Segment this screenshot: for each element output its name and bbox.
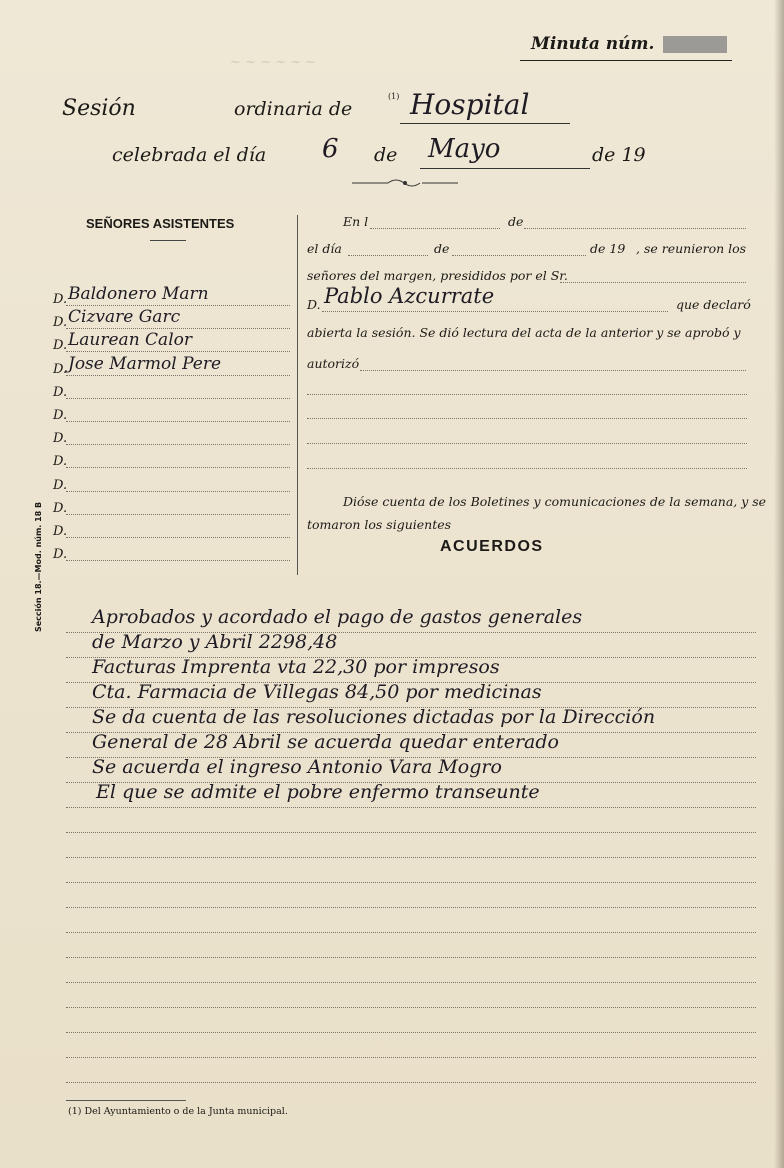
- month-value: Mayo: [428, 134, 501, 164]
- asistente-prefix: D.: [53, 384, 68, 400]
- diose-label: Dióse cuenta de los Boletines y comunicaciones de la semana, y se: [343, 494, 767, 509]
- day-value: 6: [322, 134, 339, 164]
- acuerdos-rule: [66, 1082, 756, 1083]
- asistente-prefix: D.: [53, 292, 68, 307]
- asistente-rule: [66, 375, 290, 376]
- presidente-prefix: D.: [307, 297, 321, 312]
- asistente-prefix: D.: [53, 338, 68, 354]
- asistente-prefix: D.: [53, 454, 68, 470]
- asistentes-heading: SEÑORES ASISTENTES: [86, 216, 235, 231]
- footnote-rule: [66, 1100, 186, 1101]
- abierta-label: abierta la sesión. Se dió lectura del acta de la anterior y se aprobó y: [307, 325, 741, 340]
- blank-rule-1: [307, 394, 747, 395]
- asistente-name: Baldonero Marn: [68, 284, 209, 304]
- asistente-prefix: D.: [53, 547, 68, 563]
- acuerdos-rule: [66, 857, 756, 858]
- asistente-prefix: D.: [53, 524, 68, 539]
- de2-rule: [452, 255, 586, 256]
- acuerdos-rule: [66, 907, 756, 908]
- acuerdos-rule: [66, 1057, 756, 1058]
- autorizo-rule: [360, 370, 746, 371]
- acuerdos-rule: [66, 832, 756, 833]
- en-rule: [370, 228, 500, 229]
- blank-rule-4: [307, 468, 747, 469]
- senores-rule: [560, 282, 746, 283]
- asistente-prefix: D.: [53, 477, 68, 493]
- de-rule: [524, 228, 746, 229]
- asistente-name: Cizvare Garc: [68, 307, 181, 328]
- asistente-prefix: D.: [53, 315, 68, 331]
- ordinaria-underline: [400, 123, 570, 124]
- section-side-label: Sección 18.—Mod. núm. 18 B: [34, 501, 43, 632]
- de-label: de: [508, 214, 524, 229]
- month-underline: [420, 168, 590, 169]
- minuta-number-redacted: [663, 36, 727, 53]
- footnote-text: (1) Del Ayuntamiento o de la Junta municipal.: [68, 1106, 288, 1117]
- asistente-rule: [66, 491, 290, 492]
- asistente-prefix: D.: [53, 408, 68, 423]
- asistente-name: Laurean Calor: [68, 330, 192, 351]
- acuerdo-line: Facturas Imprenta vta 22,30 por impresos: [92, 656, 500, 678]
- column-divider: [297, 215, 298, 575]
- acuerdo-line: General de 28 Abril se acuerda quedar enterado: [92, 731, 559, 753]
- asistente-prefix: D.: [53, 431, 68, 447]
- asistente-rule: [66, 305, 290, 306]
- en-label: En l: [343, 214, 369, 229]
- acuerdos-rule: [66, 882, 756, 883]
- tomaron-label: tomaron los siguientes: [307, 517, 452, 532]
- minuta-label: Minuta núm.: [531, 34, 655, 54]
- asistente-prefix: D.: [53, 361, 68, 377]
- asistente-rule: [66, 351, 290, 352]
- se-reunieron-label: , se reunieron los: [636, 241, 747, 256]
- blank-rule-3: [307, 443, 747, 444]
- acuerdos-rule: [66, 1007, 756, 1008]
- year-prefix: de 19: [592, 144, 646, 166]
- bleed-through-text: ~ ~ ~ ~ ~ ~: [230, 55, 317, 70]
- senores-margen-label: señores del margen, presididos por el Sr.: [307, 268, 568, 283]
- el-dia-rule: [348, 255, 428, 256]
- acuerdo-line: Cta. Farmacia de Villegas 84,50 por medicinas: [92, 681, 542, 703]
- presidente-rule: [322, 311, 668, 312]
- heading-underline: [150, 240, 186, 241]
- acuerdo-line: El que se admite el pobre enfermo transeunte: [96, 781, 540, 803]
- asistente-rule: [66, 444, 290, 445]
- el-dia-label: el día: [307, 241, 342, 256]
- acuerdos-rule: [66, 807, 756, 808]
- celebrada-label: celebrada el día: [112, 144, 267, 166]
- asistente-rule: [66, 328, 290, 329]
- acuerdo-line: Se da cuenta de las resoluciones dictadas por la Dirección: [92, 706, 656, 728]
- page-edge-shadow: [774, 0, 784, 1168]
- ordinaria-label: ordinaria de: [234, 98, 353, 120]
- acuerdos-rule: [66, 932, 756, 933]
- asistente-rule: [66, 398, 290, 399]
- asistente-prefix: D.: [53, 500, 68, 516]
- autorizo-label: autorizó: [307, 356, 360, 371]
- declaro-label: que declaró: [676, 297, 751, 312]
- ornament-divider: [350, 178, 460, 188]
- de2-label: de: [434, 241, 450, 256]
- acuerdo-line: de Marzo y Abril 2298,48: [92, 631, 338, 653]
- acuerdos-heading: ACUERDOS: [440, 538, 544, 555]
- asistente-name: Jose Marmol Pere: [68, 353, 222, 374]
- acuerdos-rule: [66, 957, 756, 958]
- de19-label: de 19: [590, 241, 626, 256]
- asistente-rule: [66, 514, 290, 515]
- de-label: de: [374, 144, 398, 166]
- sesion-label: Sesión: [62, 96, 136, 121]
- asistente-rule: [66, 421, 290, 422]
- acuerdos-rule: [66, 982, 756, 983]
- asistente-rule: [66, 537, 290, 538]
- footnote-mark: (1): [388, 92, 400, 101]
- acuerdo-line: Se acuerda el ingreso Antonio Vara Mogro: [92, 756, 502, 778]
- acuerdos-rule: [66, 1032, 756, 1033]
- ordinaria-value: Hospital: [410, 88, 530, 121]
- acuerdo-line: Aprobados y acordado el pago de gastos generales: [92, 606, 583, 628]
- presidente-value: Pablo Azcurrate: [324, 284, 495, 308]
- asistente-rule: [66, 467, 290, 468]
- blank-rule-2: [307, 418, 747, 419]
- asistente-rule: [66, 560, 290, 561]
